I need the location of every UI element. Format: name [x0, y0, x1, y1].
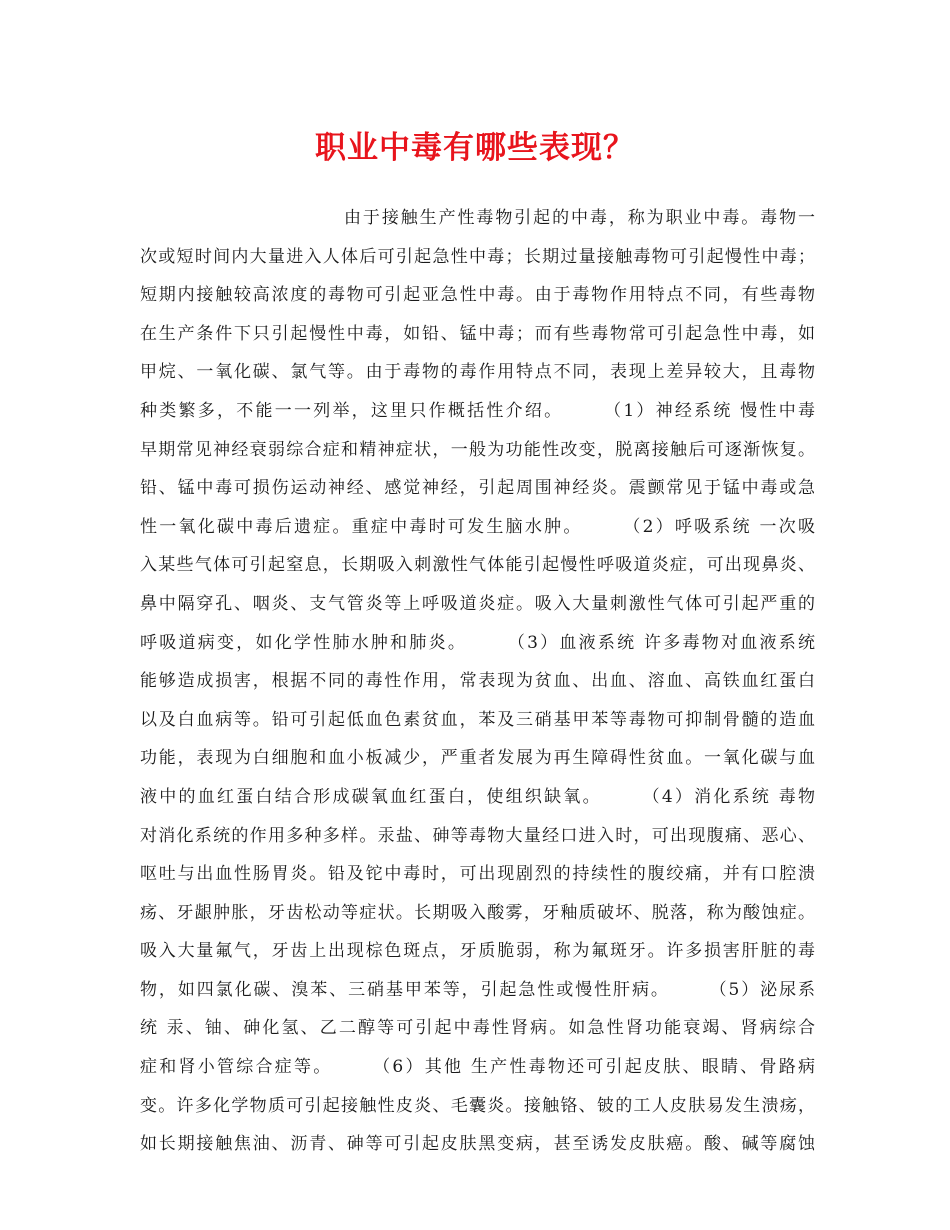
body-line: 如长期接触焦油、沥青、砷等可引起皮肤黑变病，甚至诱发皮肤癌。酸、碱等腐蚀	[140, 1134, 815, 1155]
body-line: 以及白血病等。铅可引起低血色素贫血，苯及三硝基甲苯等毒物可抑制骨髓的造血	[140, 709, 815, 730]
body-line: 入某些气体可引起窒息，长期吸入刺激性气体能引起慢性呼吸道炎症，可出现鼻炎、	[140, 555, 815, 576]
body-line: 能够造成损害，根据不同的毒性作用，常表现为贫血、出血、溶血、高铁血红蛋白	[140, 671, 815, 692]
body-line: 疡、牙龈肿胀，牙齿松动等症状。长期吸入酸雾，牙釉质破坏、脱落，称为酸蚀症。	[140, 902, 815, 923]
body-line: 吸入大量氟气，牙齿上出现棕色斑点，牙质脆弱，称为氟斑牙。许多损害肝脏的毒	[140, 941, 815, 962]
body-line: 在生产条件下只引起慢性中毒，如铅、锰中毒；而有些毒物常可引起急性中毒，如	[140, 323, 815, 344]
body-line: 鼻中隔穿孔、咽炎、支气管炎等上呼吸道炎症。吸入大量刺激性气体可引起严重的	[140, 593, 815, 614]
document-title: 职业中毒有哪些表现？	[315, 130, 635, 166]
body-line: 呕吐与出血性肠胃炎。铅及铊中毒时，可出现剧烈的持续性的腹绞痛，并有口腔溃	[140, 864, 815, 885]
body-line: 次或短时间内大量进入人体后可引起急性中毒；长期过量接触毒物可引起慢性中毒；	[140, 246, 815, 267]
document-body	[140, 199, 815, 1164]
body-line: 种类繁多，不能一一列举，这里只作概括性介绍。 （1）神经系统 慢性中毒	[140, 400, 815, 421]
body-line: 呼吸道病变，如化学性肺水肿和肺炎。 （3）血液系统 许多毒物对血液系统	[140, 632, 815, 653]
body-line: 统 汞、铀、砷化氢、乙二醇等可引起中毒性肾病。如急性肾功能衰竭、肾病综合	[140, 1018, 815, 1039]
body-line: 变。许多化学物质可引起接触性皮炎、毛囊炎。接触铬、铍的工人皮肤易发生溃疡，	[140, 1095, 815, 1116]
body-line: 物，如四氯化碳、溴苯、三硝基甲苯等，引起急性或慢性肝病。 （5）泌尿系	[140, 979, 815, 1000]
body-line: 由于接触生产性毒物引起的中毒，称为职业中毒。毒物一	[344, 208, 815, 228]
body-line: 短期内接触较高浓度的毒物可引起亚急性中毒。由于毒物作用特点不同，有些毒物	[140, 285, 815, 306]
body-line: 功能，表现为白细胞和血小板减少，严重者发展为再生障碍性贫血。一氧化碳与血	[140, 748, 815, 769]
body-line: 早期常见神经衰弱综合症和精神症状，一般为功能性改变，脱离接触后可逐渐恢复。	[140, 439, 815, 460]
body-line: 性一氧化碳中毒后遗症。重症中毒时可发生脑水肿。 （2）呼吸系统 一次吸	[140, 516, 815, 537]
body-line: 液中的血红蛋白结合形成碳氧血红蛋白，使组织缺氧。 （4）消化系统 毒物	[140, 786, 815, 807]
body-line: 甲烷、一氧化碳、氯气等。由于毒物的毒作用特点不同，表现上差异较大，且毒物	[140, 362, 815, 383]
body-line: 铅、锰中毒可损伤运动神经、感觉神经，引起周围神经炎。震颤常见于锰中毒或急	[140, 478, 815, 499]
body-line: 症和肾小管综合症等。 （6）其他 生产性毒物还可引起皮肤、眼睛、骨路病	[140, 1057, 815, 1078]
body-line: 对消化系统的作用多种多样。汞盐、砷等毒物大量经口进入时，可出现腹痛、恶心、	[140, 825, 815, 846]
